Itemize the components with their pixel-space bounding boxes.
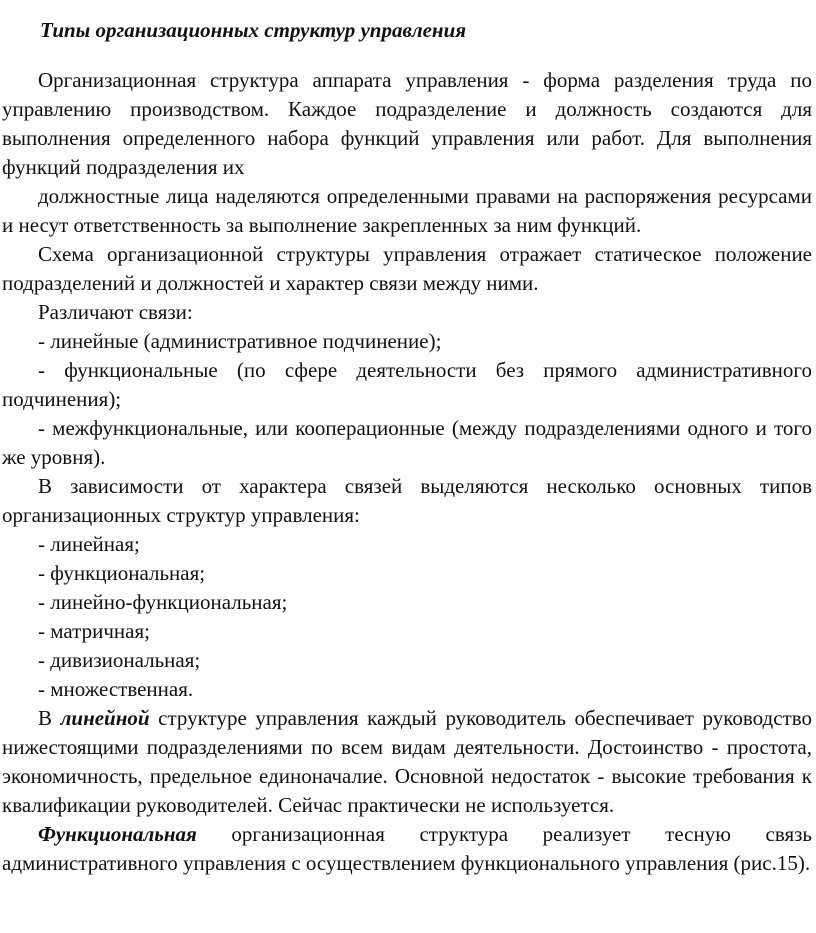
linear-prefix: В [38, 706, 61, 730]
paragraph-definition: Организационная структура аппарата управления - форма разделения труда по управлению производством. Каждое подразделение и должность создаются для выполнения определенного набора функций управления или работ. Для выполнения функций подразделения их [2, 68, 812, 179]
paragraph-links-intro: Различают связи: [38, 300, 193, 324]
list-item-type-linear: - линейная; [38, 532, 140, 556]
term-linear: линейной [60, 706, 150, 730]
list-item-type-divisional: - дивизиональная; [38, 648, 201, 672]
list-item-type-matrix: - матричная; [38, 619, 150, 643]
paragraph-rights: должностные лица наделяются определенными правами на распоряжения ресурсами и несут ответственность за выполнение закрепленных за ним функций. [2, 184, 812, 237]
functional-text: организационная структура реализует тесную связь административного управления с осуществлением функционального управления (рис.15). [2, 822, 812, 875]
list-item-cooperative-link: - межфункциональные, или кооперационные (между подразделениями одного и того же уровня). [2, 416, 812, 469]
paragraph-scheme: Схема организационной структуры управления отражает статическое положение подразделений и должностей и характер связи между ними. [2, 242, 812, 295]
list-item-type-multiple: - множественная. [38, 677, 194, 701]
linear-text: структуре управления каждый руководитель обеспечивает руководство нижестоящими подразделениями по всем видам деятельности. Достоинство - простота, экономичность, предельное единоначалие. Основной недостаток - высокие требования к квалификации руководителей. Сейчас практически не используется. [2, 706, 812, 817]
list-item-type-linear-functional: - линейно-функциональная; [38, 590, 288, 614]
section-title: Типы организационных структур управления [40, 18, 467, 42]
term-functional: Функциональная [38, 822, 197, 846]
paragraph-functional-structure [2, 820, 812, 878]
list-item-functional-link: - функциональные (по сфере деятельности без прямого административного подчинения); [2, 358, 812, 411]
paragraph-types-intro: В зависимости от характера связей выделяются несколько основных типов организационных структур управления: [2, 474, 812, 527]
paragraph-linear-structure [2, 704, 812, 820]
list-item-linear-link: - линейные (административное подчинение); [38, 329, 442, 353]
list-item-type-functional: - функциональная; [38, 561, 206, 585]
